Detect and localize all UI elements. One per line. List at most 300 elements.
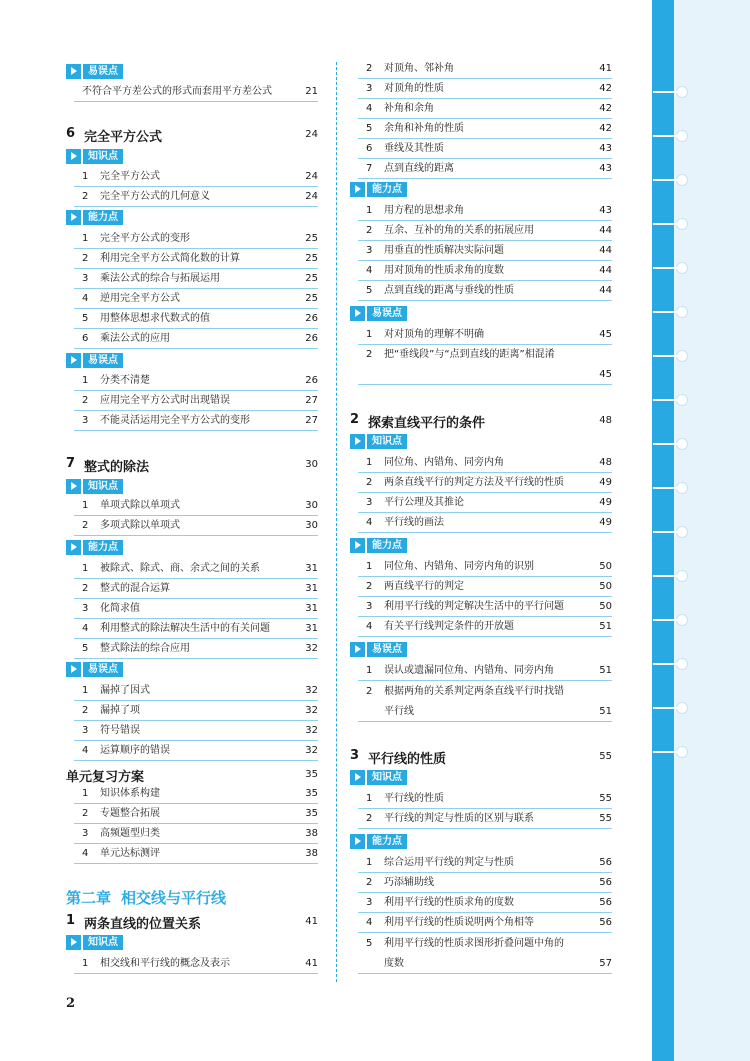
entry-title: 不符合平方差公式的形式而套用平方差公式 xyxy=(82,86,272,97)
entry-rule xyxy=(74,328,318,329)
section-title: 两条直线的位置关系 xyxy=(84,917,202,932)
entry-rule xyxy=(358,636,612,637)
play-arrow-icon xyxy=(66,149,81,164)
entry-rule xyxy=(358,384,612,385)
entry-number: 4 xyxy=(366,621,373,632)
toc-entry[interactable] xyxy=(66,415,318,428)
toc-entry[interactable] xyxy=(66,563,318,576)
entry-page: 25 xyxy=(305,273,318,284)
entry-page: 49 xyxy=(599,477,612,488)
entry-rule xyxy=(358,721,612,722)
entry-page: 25 xyxy=(305,293,318,304)
entry-rule xyxy=(358,532,612,533)
toc-entry[interactable] xyxy=(350,793,612,806)
ring-hole xyxy=(676,218,688,230)
entry-page: 31 xyxy=(305,603,318,614)
toc-entry[interactable] xyxy=(350,621,612,634)
entry-rule xyxy=(74,638,318,639)
entry-rule xyxy=(74,248,318,249)
unit-review-title: 单元复习方案 xyxy=(66,770,145,785)
section-number: 3 xyxy=(350,748,360,763)
entry-page: 35 xyxy=(305,808,318,819)
toc-entry[interactable] xyxy=(350,225,612,238)
entry-title: 符号错误 xyxy=(100,725,140,736)
entry-number: 6 xyxy=(82,333,89,344)
section-number: 2 xyxy=(350,412,360,427)
entry-title: 漏掉了因式 xyxy=(100,685,150,696)
entry-rule xyxy=(358,596,612,597)
entry-number: 4 xyxy=(366,917,373,928)
entry-title: 不能灵活运用完全平方公式的变形 xyxy=(100,415,250,426)
entry-title: 整式的混合运算 xyxy=(100,583,170,594)
toc-entry[interactable] xyxy=(350,497,612,510)
entry-number: 2 xyxy=(366,349,373,360)
section-tag-label: 知识点 xyxy=(367,770,407,785)
entry-page: 26 xyxy=(305,375,318,386)
section-heading[interactable] xyxy=(66,126,318,144)
section-heading[interactable] xyxy=(350,412,612,430)
entry-number: 2 xyxy=(82,705,89,716)
toc-entry[interactable] xyxy=(66,293,318,306)
play-arrow-icon xyxy=(66,210,81,225)
entry-page: 43 xyxy=(599,205,612,216)
entry-rule xyxy=(358,78,612,79)
entry-number: 3 xyxy=(82,603,89,614)
entry-number: 2 xyxy=(82,191,89,202)
entry-title: 平行公理及其推论 xyxy=(384,497,464,508)
entry-page: 49 xyxy=(599,497,612,508)
entry-rule xyxy=(358,912,612,913)
entry-rule xyxy=(358,808,612,809)
section-heading[interactable] xyxy=(66,913,318,931)
toc-entry[interactable] xyxy=(66,500,318,513)
section-tag-label: 能力点 xyxy=(83,540,123,555)
toc-entry[interactable] xyxy=(66,848,318,861)
toc-entry[interactable] xyxy=(350,123,612,136)
toc-entry[interactable] xyxy=(66,725,318,738)
toc-entry[interactable] xyxy=(66,253,318,266)
entry-title: 巧添辅助线 xyxy=(384,877,434,888)
ring-hole xyxy=(676,438,688,450)
entry-title: 平行线的画法 xyxy=(384,517,444,528)
entry-title: 用对顶角的性质求角的度数 xyxy=(384,265,504,276)
entry-number: 4 xyxy=(82,623,89,634)
entry-page: 44 xyxy=(599,245,612,256)
entry-number: 2 xyxy=(366,877,373,888)
ring-hole xyxy=(676,658,688,670)
entry-rule xyxy=(74,618,318,619)
section-tag-label: 知识点 xyxy=(83,935,123,950)
toc-entry[interactable] xyxy=(350,457,612,470)
ring-hole xyxy=(676,130,688,142)
toc-entry[interactable] xyxy=(66,313,318,326)
section-page: 24 xyxy=(305,129,318,140)
toc-entry[interactable] xyxy=(350,917,612,930)
entry-title: 应用完全平方公式时出现错误 xyxy=(100,395,230,406)
toc-entry[interactable] xyxy=(66,745,318,758)
entry-page: 56 xyxy=(599,897,612,908)
ring-hole xyxy=(676,174,688,186)
entry-number: 3 xyxy=(82,828,89,839)
entry-title: 用垂直的性质解决实际问题 xyxy=(384,245,504,256)
ring-hole xyxy=(676,262,688,274)
entry-number: 1 xyxy=(366,665,373,676)
toc-entry[interactable] xyxy=(350,205,612,218)
entry-rule xyxy=(74,308,318,309)
entry-rule xyxy=(74,843,318,844)
toc-entry[interactable] xyxy=(66,333,318,346)
ring-hole xyxy=(676,86,688,98)
entry-title: 单项式除以单项式 xyxy=(100,500,180,511)
entry-rule xyxy=(358,300,612,301)
entry-title: 被除式、除式、商、余式之间的关系 xyxy=(100,563,260,574)
section-tag-label: 能力点 xyxy=(83,210,123,225)
entry-rule xyxy=(358,472,612,473)
toc-entry[interactable] xyxy=(350,329,612,342)
entry-number: 1 xyxy=(366,561,373,572)
section-tag-label: 能力点 xyxy=(367,182,407,197)
entry-page: 42 xyxy=(599,103,612,114)
entry-title: 漏掉了项 xyxy=(100,705,140,716)
entry-number: 2 xyxy=(82,395,89,406)
entry-title: 乘法公式的综合与拓展运用 xyxy=(100,273,220,284)
section-title: 整式的除法 xyxy=(84,460,150,475)
chapter-heading xyxy=(66,887,318,907)
entry-title: 综合运用平行线的判定与性质 xyxy=(384,857,514,868)
entry-rule xyxy=(74,803,318,804)
play-arrow-icon xyxy=(66,935,81,950)
section-tag-label: 能力点 xyxy=(367,834,407,849)
entry-page: 24 xyxy=(305,171,318,182)
entry-title: 知识体系构建 xyxy=(100,788,160,799)
entry-page: 55 xyxy=(599,793,612,804)
entry-page: 45 xyxy=(599,369,612,380)
entry-rule xyxy=(74,700,318,701)
entry-number: 4 xyxy=(366,103,373,114)
section-tag-label: 知识点 xyxy=(83,479,123,494)
entry-rule xyxy=(74,658,318,659)
section-tag-label: 能力点 xyxy=(367,538,407,553)
toc-entry[interactable] xyxy=(350,686,612,699)
entry-rule xyxy=(74,268,318,269)
entry-rule xyxy=(74,410,318,411)
toc-entry[interactable] xyxy=(66,643,318,656)
entry-page: 41 xyxy=(305,958,318,969)
ring-hole xyxy=(676,526,688,538)
entry-page: 32 xyxy=(305,745,318,756)
toc-entry[interactable] xyxy=(350,163,612,176)
toc-entry[interactable] xyxy=(350,245,612,258)
entry-page: 38 xyxy=(305,828,318,839)
section-number: 7 xyxy=(66,456,76,471)
entry-title: 同位角、内错角、同旁内角的识别 xyxy=(384,561,534,572)
entry-rule xyxy=(358,680,612,681)
toc-entry[interactable] xyxy=(350,265,612,278)
play-arrow-icon xyxy=(350,434,365,449)
section-tag-label: 易误点 xyxy=(367,306,407,321)
toc-entry[interactable] xyxy=(350,601,612,614)
entry-rule xyxy=(358,158,612,159)
toc-entry-continued[interactable] xyxy=(350,958,612,971)
entry-number: 4 xyxy=(366,265,373,276)
entry-number: 1 xyxy=(82,500,89,511)
entry-rule xyxy=(74,515,318,516)
toc-entry[interactable] xyxy=(66,191,318,204)
entry-number: 3 xyxy=(366,83,373,94)
entry-title: 根据两角的关系判定两条直线平行时找错 xyxy=(384,686,564,697)
entry-title-continued: 平行线 xyxy=(384,706,414,717)
entry-number: 1 xyxy=(82,563,89,574)
section-heading[interactable] xyxy=(66,456,318,474)
entry-page: 30 xyxy=(305,520,318,531)
ring-hole xyxy=(676,306,688,318)
entry-title: 有关平行线判定条件的开放题 xyxy=(384,621,514,632)
entry-page: 30 xyxy=(305,500,318,511)
entry-number: 1 xyxy=(366,857,373,868)
toc-entry[interactable] xyxy=(350,665,612,678)
entry-title: 利用平行线的性质求角的度数 xyxy=(384,897,514,908)
entry-number: 3 xyxy=(82,273,89,284)
entry-rule xyxy=(358,260,612,261)
entry-number: 5 xyxy=(82,313,89,324)
entry-number: 2 xyxy=(366,225,373,236)
entry-title: 完全平方公式 xyxy=(100,171,160,182)
ring-hole xyxy=(676,570,688,582)
entry-number: 2 xyxy=(82,583,89,594)
entry-number: 3 xyxy=(366,601,373,612)
toc-entry[interactable] xyxy=(66,171,318,184)
toc-entry[interactable] xyxy=(350,477,612,490)
play-arrow-icon xyxy=(66,353,81,368)
entry-title: 同位角、内错角、同旁内角 xyxy=(384,457,504,468)
entry-page: 44 xyxy=(599,285,612,296)
entry-page: 51 xyxy=(599,706,612,717)
section-tag-label: 知识点 xyxy=(83,149,123,164)
toc-entry[interactable] xyxy=(66,395,318,408)
entry-page: 31 xyxy=(305,563,318,574)
entry-number: 1 xyxy=(366,329,373,340)
toc-entry[interactable] xyxy=(350,83,612,96)
ring-hole xyxy=(676,482,688,494)
entry-number: 4 xyxy=(82,293,89,304)
entry-rule xyxy=(74,598,318,599)
toc-entry-continued[interactable] xyxy=(350,706,612,719)
section-title: 探索直线平行的条件 xyxy=(368,416,486,431)
entry-page: 25 xyxy=(305,253,318,264)
ring-hole xyxy=(676,614,688,626)
entry-number: 3 xyxy=(82,725,89,736)
entry-rule xyxy=(358,828,612,829)
entry-rule xyxy=(358,492,612,493)
toc-entry[interactable] xyxy=(350,813,612,826)
toc-entry[interactable] xyxy=(350,857,612,870)
entry-number: 1 xyxy=(366,793,373,804)
entry-title: 两条直线平行的判定方法及平行线的性质 xyxy=(384,477,564,488)
play-arrow-icon xyxy=(66,662,81,677)
toc-entry[interactable] xyxy=(350,938,612,951)
play-arrow-icon xyxy=(66,64,81,79)
entry-page: 49 xyxy=(599,517,612,528)
section-tag-label: 易误点 xyxy=(83,662,123,677)
entry-number: 4 xyxy=(366,517,373,528)
entry-rule xyxy=(74,430,318,431)
toc-entry[interactable] xyxy=(350,877,612,890)
entry-rule xyxy=(358,576,612,577)
toc-entry[interactable] xyxy=(66,603,318,616)
entry-title: 对对顶角的理解不明确 xyxy=(384,329,484,340)
entry-page: 35 xyxy=(305,788,318,799)
entry-number: 6 xyxy=(366,143,373,154)
entry-rule xyxy=(358,138,612,139)
entry-rule xyxy=(358,344,612,345)
toc-entry[interactable] xyxy=(350,517,612,530)
entry-rule xyxy=(358,178,612,179)
entry-title: 完全平方公式的几何意义 xyxy=(100,191,210,202)
entry-page: 48 xyxy=(599,457,612,468)
toc-entry[interactable] xyxy=(66,86,318,99)
column-divider xyxy=(336,62,337,982)
section-tag-label: 易误点 xyxy=(83,353,123,368)
entry-title: 高频题型归类 xyxy=(100,828,160,839)
entry-rule xyxy=(74,101,318,102)
entry-title: 逆用完全平方公式 xyxy=(100,293,180,304)
ring-hole xyxy=(676,746,688,758)
entry-title-continued: 度数 xyxy=(384,958,404,969)
entry-rule xyxy=(74,823,318,824)
entry-title: 余角和补角的性质 xyxy=(384,123,464,134)
toc-entry[interactable] xyxy=(66,583,318,596)
toc-entry[interactable] xyxy=(66,828,318,841)
entry-number: 2 xyxy=(366,477,373,488)
play-arrow-icon xyxy=(350,538,365,553)
entry-number: 1 xyxy=(82,958,89,969)
toc-entry[interactable] xyxy=(66,273,318,286)
toc-entry[interactable] xyxy=(66,808,318,821)
entry-title: 相交线和平行线的概念及表示 xyxy=(100,958,230,969)
play-arrow-icon xyxy=(66,540,81,555)
entry-number: 1 xyxy=(82,685,89,696)
entry-number: 3 xyxy=(366,897,373,908)
section-tag-label: 易误点 xyxy=(367,642,407,657)
entry-rule xyxy=(74,535,318,536)
toc-entry[interactable] xyxy=(350,897,612,910)
entry-rule xyxy=(74,760,318,761)
section-number: 1 xyxy=(66,913,76,928)
entry-page: 27 xyxy=(305,395,318,406)
entry-rule xyxy=(74,288,318,289)
play-arrow-icon xyxy=(350,834,365,849)
entry-page: 43 xyxy=(599,163,612,174)
entry-title: 完全平方公式的变形 xyxy=(100,233,190,244)
toc-entry[interactable] xyxy=(350,285,612,298)
entry-page: 56 xyxy=(599,857,612,868)
entry-number: 3 xyxy=(366,245,373,256)
entry-page: 27 xyxy=(305,415,318,426)
toc-entry[interactable] xyxy=(66,233,318,246)
entry-rule xyxy=(74,863,318,864)
unit-review-heading[interactable] xyxy=(66,766,318,784)
entry-rule xyxy=(358,220,612,221)
toc-entry[interactable] xyxy=(66,685,318,698)
entry-rule xyxy=(74,348,318,349)
entry-title: 专题整合拓展 xyxy=(100,808,160,819)
section-title: 平行线的性质 xyxy=(368,752,447,767)
toc-entry[interactable] xyxy=(350,103,612,116)
entry-rule xyxy=(358,118,612,119)
play-arrow-icon xyxy=(350,306,365,321)
toc-entry[interactable] xyxy=(66,788,318,801)
entry-number: 5 xyxy=(366,285,373,296)
entry-title: 利用完全平方公式简化数的计算 xyxy=(100,253,240,264)
entry-rule xyxy=(358,892,612,893)
entry-title: 分类不清楚 xyxy=(100,375,150,386)
entry-rule xyxy=(74,186,318,187)
entry-number: 7 xyxy=(366,163,373,174)
toc-entry[interactable] xyxy=(66,623,318,636)
entry-title: 把“垂线段”与“点到直线的距离”相混淆 xyxy=(384,349,555,360)
entry-number: 2 xyxy=(82,808,89,819)
entry-rule xyxy=(358,932,612,933)
entry-title: 乘法公式的应用 xyxy=(100,333,170,344)
section-number: 6 xyxy=(66,126,76,141)
entry-number: 1 xyxy=(82,171,89,182)
entry-page: 43 xyxy=(599,143,612,154)
toc-entry[interactable] xyxy=(350,581,612,594)
entry-rule xyxy=(358,616,612,617)
toc-entry[interactable] xyxy=(350,561,612,574)
toc-entry[interactable] xyxy=(66,375,318,388)
entry-number: 2 xyxy=(366,63,373,74)
entry-page: 42 xyxy=(599,83,612,94)
entry-title: 用整体思想求代数式的值 xyxy=(100,313,210,324)
entry-page: 32 xyxy=(305,725,318,736)
section-page: 55 xyxy=(599,751,612,762)
toc-entry[interactable] xyxy=(66,958,318,971)
chapter-title: 相交线与平行线 xyxy=(121,889,227,907)
entry-page: 44 xyxy=(599,225,612,236)
entry-number: 5 xyxy=(366,123,373,134)
entry-rule xyxy=(358,872,612,873)
entry-title: 利用平行线的判定解决生活中的平行问题 xyxy=(384,601,564,612)
page-number: 2 xyxy=(66,996,76,1011)
entry-title: 点到直线的距离 xyxy=(384,163,454,174)
entry-page: 38 xyxy=(305,848,318,859)
section-heading[interactable] xyxy=(350,748,612,766)
ring-hole xyxy=(676,350,688,362)
entry-number: 5 xyxy=(366,938,373,949)
play-arrow-icon xyxy=(350,642,365,657)
entry-number: 1 xyxy=(82,788,89,799)
toc-entry[interactable] xyxy=(66,705,318,718)
entry-number: 5 xyxy=(82,643,89,654)
entry-page: 42 xyxy=(599,123,612,134)
toc-entry[interactable] xyxy=(350,349,612,362)
toc-entry[interactable] xyxy=(66,520,318,533)
entry-title: 平行线的判定与性质的区别与联系 xyxy=(384,813,534,824)
entry-rule xyxy=(74,578,318,579)
section-page: 41 xyxy=(305,916,318,927)
entry-page: 50 xyxy=(599,581,612,592)
entry-title: 对顶角的性质 xyxy=(384,83,444,94)
entry-page: 50 xyxy=(599,561,612,572)
entry-number: 4 xyxy=(82,745,89,756)
entry-page: 41 xyxy=(599,63,612,74)
toc-entry-page-line xyxy=(350,369,612,382)
toc-entry[interactable] xyxy=(350,143,612,156)
play-arrow-icon xyxy=(66,479,81,494)
entry-rule xyxy=(358,98,612,99)
toc-entry[interactable] xyxy=(350,63,612,76)
